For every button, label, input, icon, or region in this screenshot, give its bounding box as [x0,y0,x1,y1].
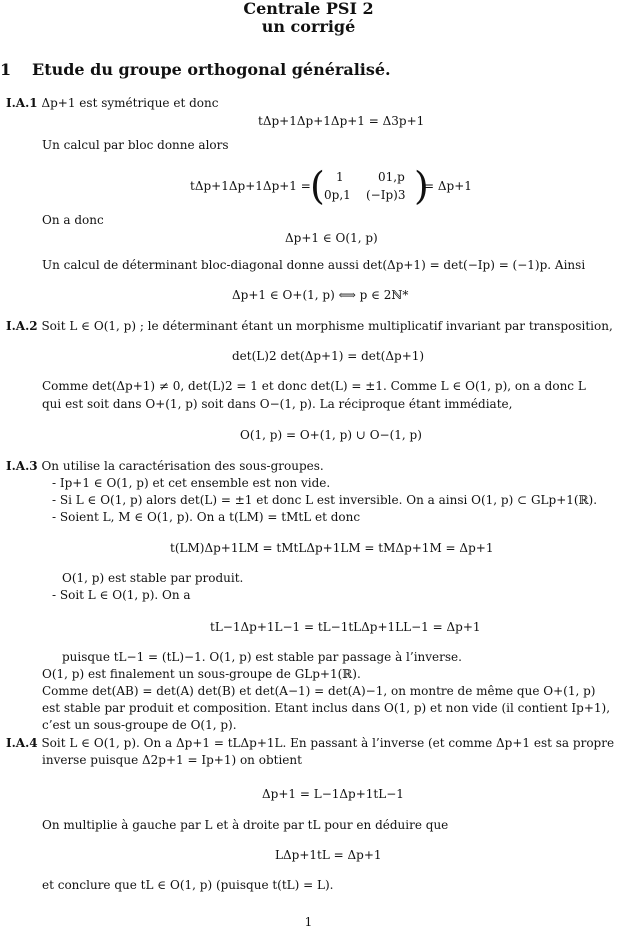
ia3-conclusion-3: est stable par produit et composition. Etant inclus dans O(1, p) et non vide (il contient Ip+1), [42,701,611,715]
ia3-stable-product: O(1, p) est stable par produit. [62,571,244,585]
matrix-cell-21: 0p,1 [324,188,351,202]
ia4-line2: inverse puisque Δ2p+1 = Ip+1) on obtient [42,753,302,767]
doc-title: Centrale PSI 2 [243,0,374,18]
ia3-bullet-1: - Ip+1 ∈ O(1, p) et cet ensemble est non vide. [52,476,331,490]
ia1-eq2-lhs: tΔp+1Δp+1Δp+1 = [190,179,311,193]
ia3-eq2: tL−1Δp+1L−1 = tL−1tLΔp+1LL−1 = Δp+1 [210,620,481,634]
ia2-label: I.A.2 [6,319,38,333]
ia1-label: I.A.1 [6,96,38,110]
ia1-eq1: tΔp+1Δp+1Δp+1 = Δ3p+1 [258,114,425,128]
matrix-cell-11: 1 [336,170,344,184]
ia2-line2: qui est soit dans O+(1, p) soit dans O−(1, p). La réciproque étant immédiate, [42,397,513,411]
page-number: 1 [304,915,313,929]
ia1-intro: Δp+1 est symétrique et donc [37,96,219,110]
ia1-paragraph [6,95,218,111]
section-title: Etude du groupe orthogonal généralisé. [32,60,391,79]
ia3-conclusion-2: Comme det(AB) = det(A) det(B) et det(A−1) = det(A)−1, on montre de même que O+(1, p) [42,684,596,698]
ia3-paragraph [6,458,324,474]
ia3-bullet-4: - Soit L ∈ O(1, p). On a [52,588,191,602]
ia1-eq3: Δp+1 ∈ O(1, p) [285,231,378,245]
matrix-cell-22: (−Ip)3 [366,188,406,202]
ia4-eq1: Δp+1 = L−1Δp+1tL−1 [262,787,404,801]
doc-subtitle: un corrigé [261,17,356,36]
ia3-eq1: t(LM)Δp+1LM = tMtLΔp+1LM = tMΔp+1M = Δp+1 [170,541,494,555]
ia4-paragraph [6,735,614,751]
ia1-eq2-rhs: = Δp+1 [424,179,472,193]
ia3-label: I.A.3 [6,459,38,473]
ia3-bullet-3: - Soient L, M ∈ O(1, p). On a t(LM) = tMtL et donc [52,510,361,524]
ia4-line4: et conclure que tL ∈ O(1, p) (puisque t(tL) = L). [42,878,334,892]
ia2-line1: Comme det(Δp+1) ≠ 0, det(L)2 = 1 et donc det(L) = ±1. Comme L ∈ O(1, p), on a donc L [42,379,586,393]
ia4-label: I.A.4 [6,736,38,750]
matrix-right-paren: ) [414,164,429,208]
matrix-cell-12: 01,p [378,170,405,184]
ia3-conclusion-4: c’est un sous-groupe de O(1, p). [42,718,237,732]
ia3-conclusion-1: O(1, p) est finalement un sous-groupe de GLp+1(ℝ). [42,667,361,681]
ia4-eq2: LΔp+1tL = Δp+1 [275,848,382,862]
section-number: 1 [0,60,12,79]
ia2-eq2: O(1, p) = O+(1, p) ∪ O−(1, p) [240,428,422,442]
ia1-ondonc: On a donc [42,213,104,227]
ia2-eq1: det(L)2 det(Δp+1) = det(Δp+1) [232,349,425,363]
ia4-intro: Soit L ∈ O(1, p). On a Δp+1 = tLΔp+1L. En passant à l’inverse (et comme Δp+1 est sa propre [37,736,615,750]
ia1-det-line: Un calcul de déterminant bloc-diagonal donne aussi det(Δp+1) = det(−Ip) = (−1)p. Ainsi [42,258,586,272]
ia2-paragraph [6,318,613,334]
ia2-intro: Soit L ∈ O(1, p) ; le déterminant étant un morphisme multiplicatif invariant par transposition, [37,319,613,333]
ia4-line3: On multiplie à gauche par L et à droite par tL pour en déduire que [42,818,449,832]
matrix-left-paren: ( [310,164,325,208]
ia3-bullet-2: - Si L ∈ O(1, p) alors det(L) = ±1 et donc L est inversible. On a ainsi O(1, p) ⊂ GLp+1(ℝ). [52,493,598,507]
ia1-eq4: Δp+1 ∈ O+(1, p) ⟺ p ∈ 2ℕ* [232,288,409,302]
ia3-puisque: puisque tL−1 = (tL)−1. O(1, p) est stable par passage à l’inverse. [62,650,462,664]
ia1-calc-text: Un calcul par bloc donne alors [42,138,229,152]
ia3-intro: On utilise la caractérisation des sous-groupes. [37,459,324,473]
